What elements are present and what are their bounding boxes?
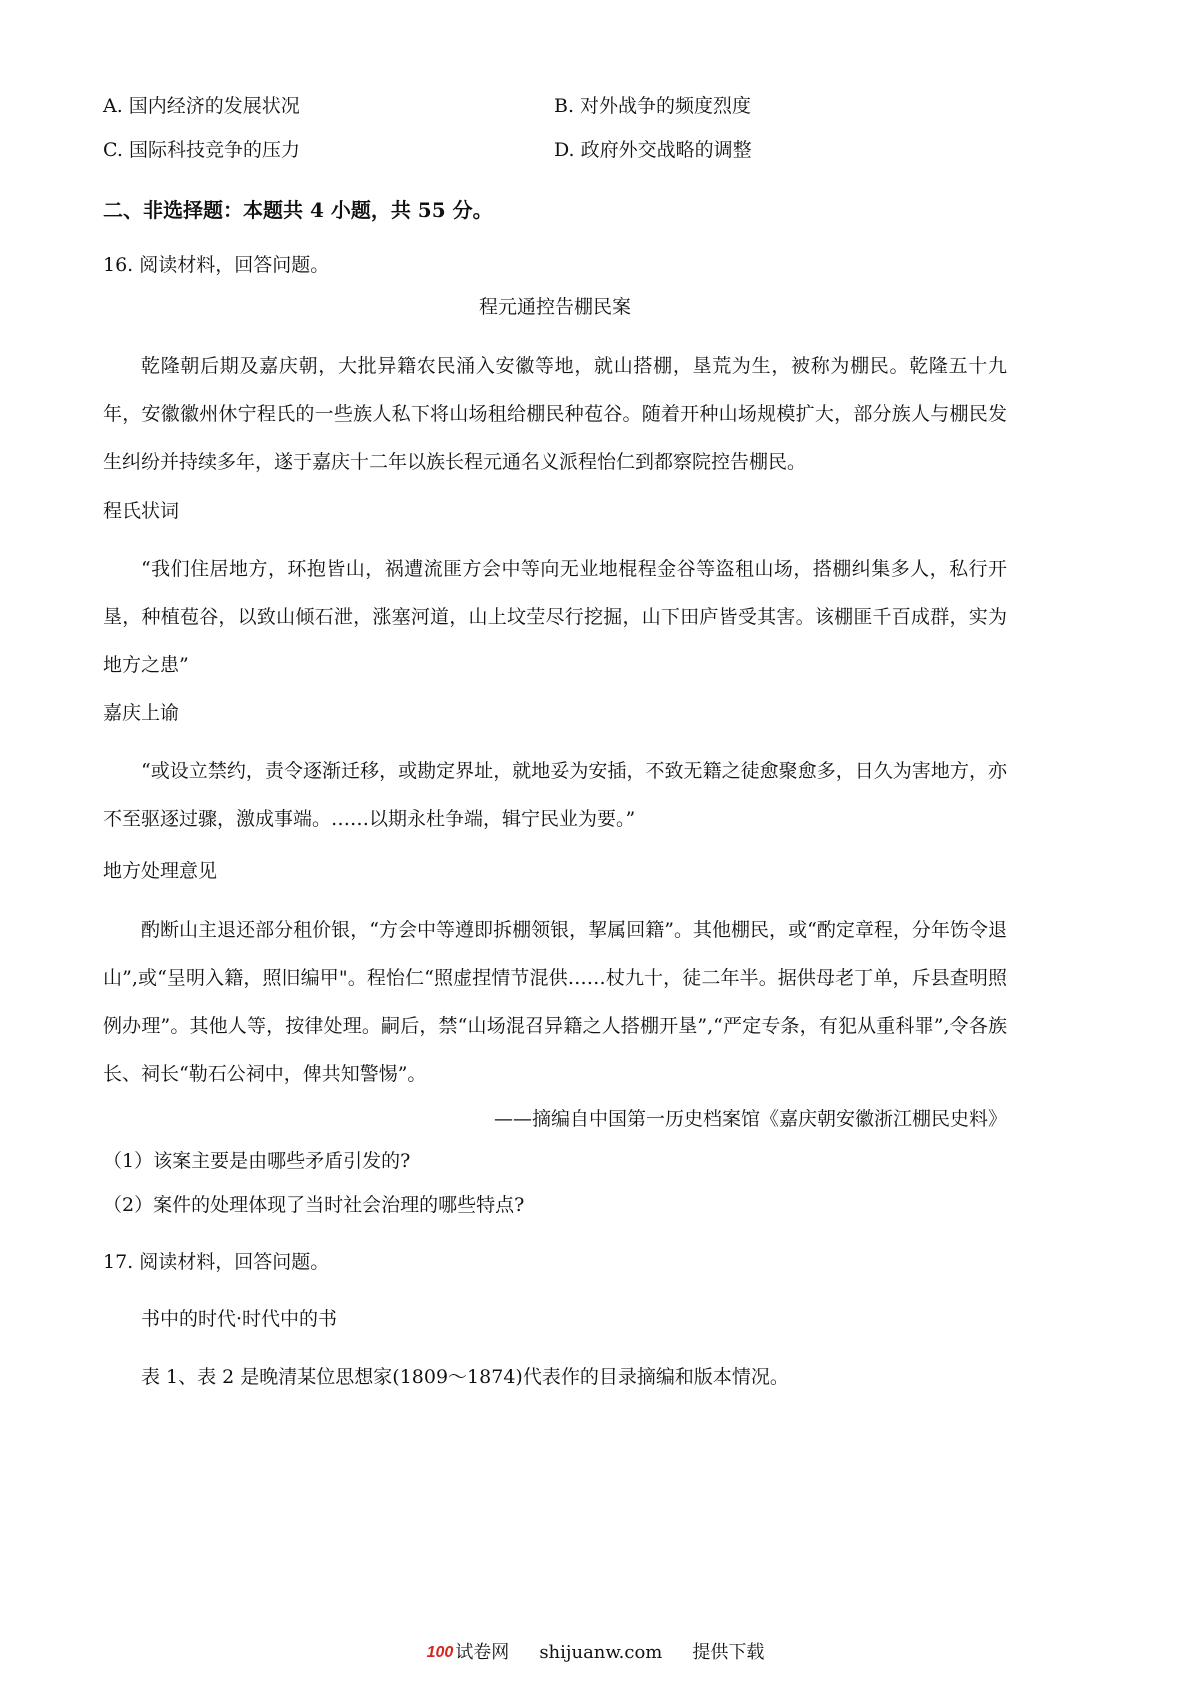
question-16-part-2: （2）案件的处理体现了当时社会治理的哪些特点? bbox=[103, 1194, 525, 1216]
source-citation: ——摘编自中国第一历史档案馆《嘉庆朝安徽浙江棚民史料》 bbox=[493, 1108, 1007, 1130]
question-17-subtitle: 书中的时代·时代中的书 bbox=[141, 1308, 338, 1330]
site-logo: 100 bbox=[426, 1644, 454, 1661]
option-d: D. 政府外交战略的调整 bbox=[554, 139, 752, 161]
footer-site-name: 试卷网 bbox=[455, 1642, 510, 1663]
case-title: 程元通控告棚民案 bbox=[478, 296, 631, 318]
question-17-intro: 17. 阅读材料，回答问题。 bbox=[103, 1251, 330, 1273]
question-16-part-1: （1）该案主要是由哪些矛盾引发的? bbox=[103, 1150, 411, 1172]
local-handling-heading: 地方处理意见 bbox=[103, 860, 218, 882]
edict-quote: “或设立禁约，责令逐渐迁移，或勘定界址，就地妥为安插，不致无籍之徒愈聚愈多，日久为害地方，亦不至驱逐过骤，激成事端。……以期永杜争端，辑宁民业为要。” bbox=[103, 760, 1007, 830]
statement-quote: “我们住居地方，环抱皆山，祸遭流匪方会中等向无业地棍程金谷等盗租山场，搭棚纠集多人，私行开垦，种植苞谷，以致山倾石泄，涨塞河道，山上坟茔尽行挖掘，山下田庐皆受其害。该棚匪千百成群，实为地方之患” bbox=[103, 558, 1007, 676]
local-handling-paragraph: 酌断山主退还部分租价银，“方会中等遵即拆棚领银，挈属回籍”。其他棚民，或“酌定章程，分年饬令退山”,或“呈明入籍，照旧编甲"。程怡仁“照虚捏情节混供……杖九十，徒二年半。据供母老丁单，斥县查明照例办理”。其他人等，按律处理。嗣后，禁“山场混召异籍之人搭棚开垦”,“严定专条，有犯从重科罪”,令各族长、祠长“勒石公祠中，俾共知警惕”。 bbox=[103, 919, 1007, 1085]
statement-heading: 程氏状词 bbox=[103, 500, 180, 522]
section-heading: 二、非选择题：本题共 4 小题，共 55 分。 bbox=[103, 198, 493, 222]
option-b: B. 对外战争的频度烈度 bbox=[554, 95, 752, 117]
question-16-intro: 16. 阅读材料，回答问题。 bbox=[103, 254, 330, 276]
footer-domain: shijuanw.com bbox=[539, 1642, 663, 1663]
case-background-paragraph: 乾隆朝后期及嘉庆朝，大批异籍农民涌入安徽等地，就山搭棚，垦荒为生，被称为棚民。乾隆五十九年，安徽徽州休宁程氏的一些族人私下将山场租给棚民种苞谷。随着开种山场规模扩大，部分族人与棚民发生纠纷并持续多年，遂于嘉庆十二年以族长程元通名义派程怡仁到都察院控告棚民。 bbox=[103, 355, 1007, 473]
edict-heading: 嘉庆上谕 bbox=[103, 702, 180, 724]
page-footer bbox=[0, 1641, 1191, 1665]
option-c: C. 国际科技竞争的压力 bbox=[103, 139, 300, 161]
option-a: A. 国内经济的发展状况 bbox=[103, 95, 300, 117]
question-17-paragraph: 表 1、表 2 是晚清某位思想家(1809～1874)代表作的目录摘编和版本情况。 bbox=[141, 1366, 789, 1388]
footer-note: 提供下载 bbox=[692, 1642, 765, 1663]
